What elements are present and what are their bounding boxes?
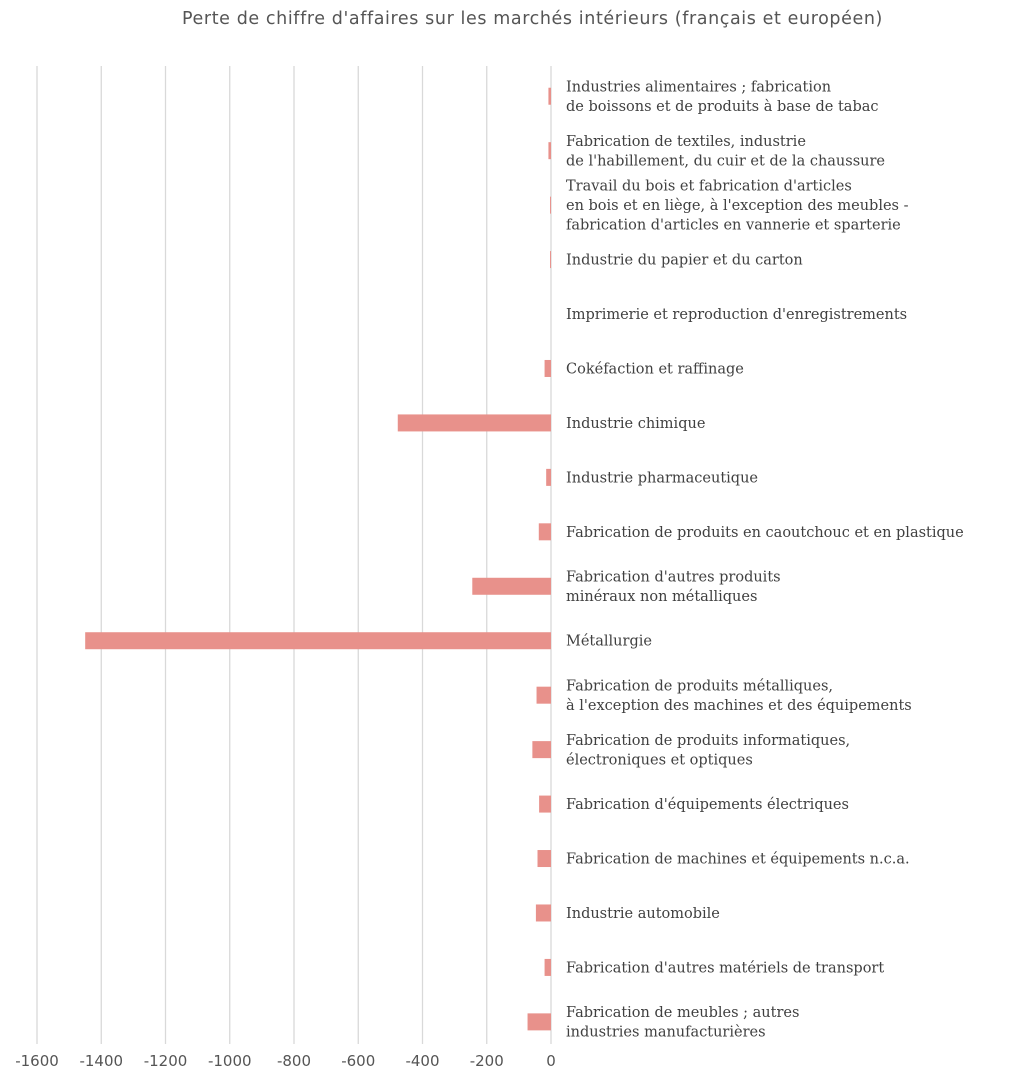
category-label [566,906,720,922]
bar [548,142,551,159]
category-label-line: minéraux non métalliques [566,589,758,606]
x-tick-label: 0 [546,1052,556,1070]
x-tick-label: -1400 [79,1052,124,1070]
category-label-line: Industrie chimique [566,415,706,432]
category-label-line: électroniques et optiques [566,752,753,769]
bar [545,360,551,377]
category-label-line: Fabrication de produits métalliques, [566,678,833,695]
bar [548,88,551,105]
category-label [566,634,652,650]
category-label [566,678,912,714]
category-label-line: Fabrication d'équipements électriques [566,797,849,814]
bar [537,687,551,704]
category-label-line: Fabrication de produits informatiques, [566,732,851,749]
category-label-line: Industries alimentaires ; fabrication [566,79,832,96]
category-label-line: Industrie automobile [566,905,720,922]
category-label-line: de boissons et de produits à base de tabac [566,98,879,115]
category-label-line: Travail du bois et fabrication d'articles [566,178,852,195]
category-label-line: Fabrication de produits en caoutchouc et en plastique [566,524,964,541]
category-label-line: industries manufacturières [566,1024,766,1041]
bar [472,578,551,595]
bar [539,796,551,813]
x-tick-label: -400 [405,1052,440,1070]
category-label [566,1005,799,1041]
category-label [566,307,907,323]
category-label-line: Fabrication d'autres produits [566,569,781,586]
bars [85,88,551,1031]
category-label [566,525,964,541]
x-tick-label: -1600 [15,1052,59,1070]
category-label-line: en bois et en liège, à l'exception des meubles - [566,198,909,215]
category-label-line: Fabrication d'autres matériels de transport [566,960,885,977]
bar [539,523,551,540]
bar [85,632,551,649]
category-label-line: fabrication d'articles en vannerie et sparterie [566,217,901,234]
category-label-line: Métallurgie [566,633,652,650]
category-label-line: Industrie pharmaceutique [566,470,759,487]
chart-title: Perte de chiffre d'affaires sur les marchés intérieurs (français et européen) [182,9,883,29]
category-label [566,134,885,170]
bar [532,741,551,758]
bar [536,904,551,921]
bar [538,850,551,867]
category-label-line: Imprimerie et reproduction d'enregistrements [566,307,908,324]
x-tick-label: -600 [341,1052,376,1070]
category-label [566,960,884,976]
bar [528,1013,551,1030]
category-label [566,79,879,115]
category-label [566,797,849,813]
bar [546,469,551,486]
category-label [566,416,705,432]
category-label [566,179,909,234]
gridlines [37,66,551,1044]
x-axis-ticks [15,1052,556,1070]
category-label-line: Cokéfaction et raffinage [566,361,744,378]
category-label [566,852,910,868]
bar [398,414,551,431]
category-label-line: Fabrication de machines et équipements n.c.a. [566,851,910,868]
category-label [566,733,850,769]
bar [545,959,551,976]
category-label-line: de l'habillement, du cuir et de la chaussure [566,153,885,170]
x-tick-label: -800 [276,1052,312,1070]
category-label-line: Industrie du papier et du carton [566,252,803,269]
bar [550,197,551,214]
category-labels [566,79,964,1040]
category-label-line: Fabrication de textiles, industrie [566,133,806,150]
category-label [566,570,781,606]
category-label [566,470,758,486]
x-tick-label: -1200 [143,1052,188,1070]
x-tick-label: -1000 [207,1052,252,1070]
x-tick-label: -200 [469,1052,504,1070]
category-label [566,361,744,377]
category-label-line: à l'exception des machines et des équipements [566,697,912,714]
category-label-line: Fabrication de meubles ; autres [566,1005,800,1022]
bar [550,251,551,268]
category-label [566,253,803,269]
